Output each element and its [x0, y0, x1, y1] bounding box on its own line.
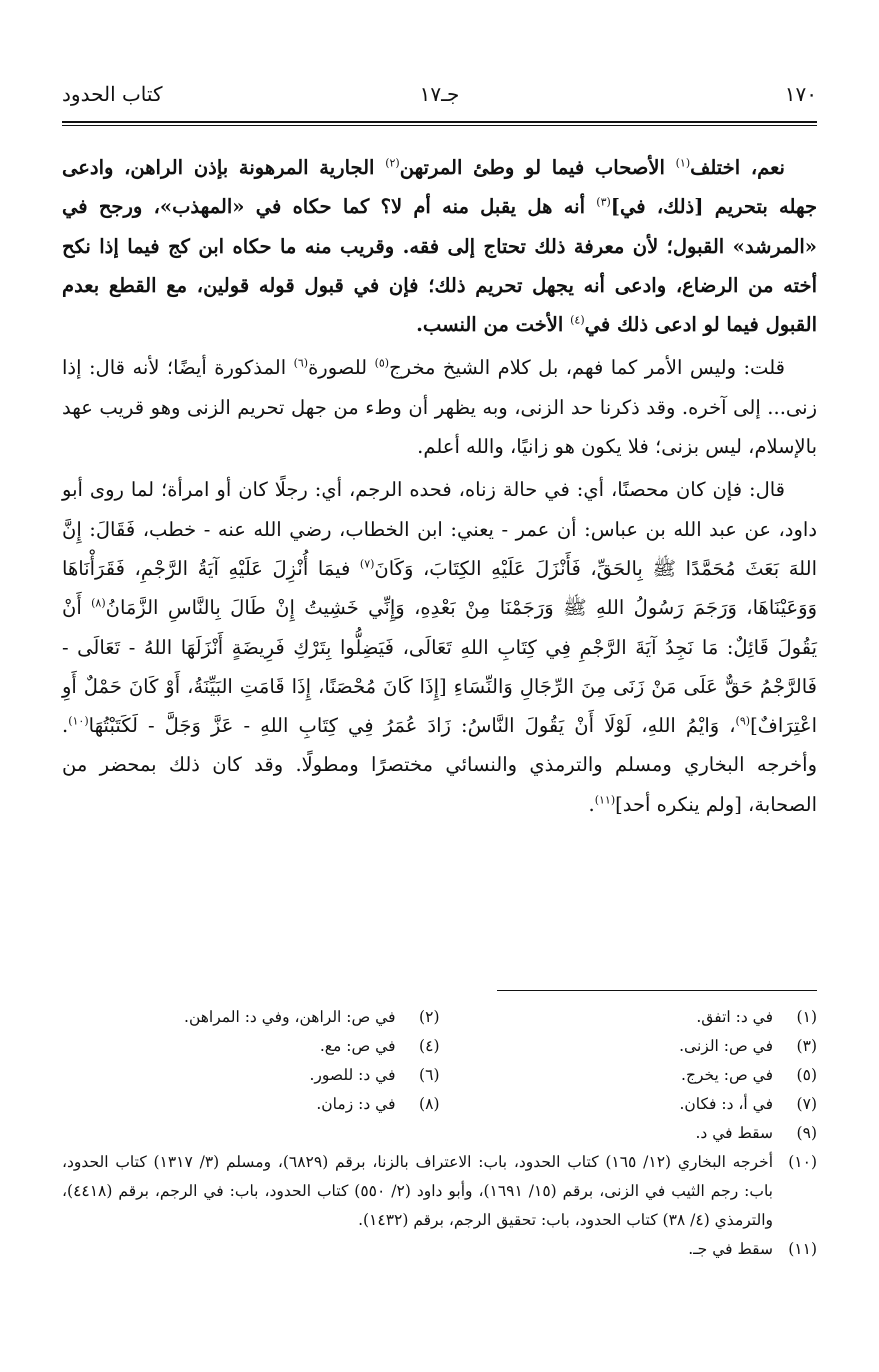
text-span: المذكورة أيضًا؛ لأنه قال: إذا زنى... إلى آخره. وقد ذكرنا حد الزنى، وبه يظهر أن وطء من جهل تحريم الزنى وهو قريب عهد بالإسلام، ليس بزنى؛ فلا يكون هو زانيًا، والله أعلم.	[62, 356, 817, 459]
footnote-ref: (٦)	[293, 356, 309, 370]
footnote-ref: (١٠)	[68, 714, 89, 728]
footnote-number: (٧)	[796, 1095, 817, 1113]
paragraph	[62, 148, 817, 344]
footnote-text: أخرجه البخاري (١٢/ ١٦٥) كتاب الحدود، باب: الاعتراف بالزنا، برقم (٦٨٢٩)، ومسلم (٣/ ١٣١٧) كتاب الحدود، باب: رجم الثيب في الزنى، برقم (١٥/ ١٦٩١)، وأبو داود (٢/ ٥٥٠) كتاب الحدود، باب: في الرجم، برقم (٤٤١٨)، والترمذي (٤/ ٣٨) كتاب الحدود، باب: تحقيق الرجم، برقم (١٤٣٢).	[62, 1153, 773, 1229]
text-span: نعم، اختلف	[690, 156, 785, 179]
text-span: الأخت من النسب.	[416, 313, 571, 337]
text-span: . وأخرجه البخاري ومسلم والترمذي والنسائي مختصرًا ومطولًا. وقد كان ذلك بمحضر من الصحابة، [ولم ينكره أحد]	[62, 714, 817, 816]
text-span: ، وَايْمُ اللهِ، لَوْلَا أَنْ يَقُولَ النَّاسُ: زَادَ عُمَرُ فِي كِتَابِ اللهِ - عَزَّ وَجَلَّ - لَكَتَبْتُهَا	[88, 714, 736, 738]
text-span: .	[588, 792, 595, 816]
footnote-separator	[497, 990, 817, 991]
footnote-number: (٤)	[419, 1037, 440, 1055]
footnote-number: (١٠)	[788, 1153, 817, 1171]
text-span: الجارية المرهونة بإذن الراهن، وادعى جهله بتحريم [ذلك، في]	[62, 156, 818, 219]
text-span: فيمَا أُنْزِلَ عَلَيْهِ آيَةُ الرَّجْمِ، فَقَرَأْنَاهَا وَوَعَيْنَاهَا، وَرَجَمَ رَسُولُ اللهِ ﷺ وَرَجَمْنَا مِنْ بَعْدِهِ، وَإِنِّي خَشِيتُ إِنْ طَالَ بِالنَّاسِ الزَّمَانُ	[62, 556, 817, 620]
footnote-item	[62, 1003, 440, 1032]
footnote-text: في ص: يخرج.	[681, 1066, 773, 1084]
footnotes	[62, 1003, 817, 1264]
text-span: قال: فإن كان محصنًا، أي: في حالة زناه، فحده الرجم، أي: رجلًا كان أو امرأة؛ لما روى أبو داود، عن عبد الله بن عباس: أن عمر - يعني: ابن الخطاب، رضي الله عنه - خطب، فَقَالَ: إِنَّ اللهَ بَعَثَ مُحَمَّدًا ﷺ بِالحَقِّ، فَأَنْزَلَ عَلَيْهِ الكِتَابَ، وَكَانَ	[62, 478, 817, 580]
footnote-row	[62, 1032, 817, 1061]
footnote-row	[62, 1090, 817, 1119]
footnote-text: في د: للصور.	[309, 1066, 396, 1084]
footnote-item	[62, 1148, 817, 1235]
page-number: ١٧٠	[784, 82, 817, 106]
footnote-ref: (٢)	[385, 156, 400, 170]
footnote-number: (٣)	[796, 1037, 817, 1055]
text-span: الأصحاب فيما لو وطئ المرتهن	[399, 156, 676, 179]
footnote-number: (١)	[796, 1008, 817, 1026]
footnote-ref: (٨)	[91, 596, 106, 610]
footnote-number: (٩)	[796, 1124, 817, 1142]
footnote-text: في ص: الراهن، وفي د: المراهن.	[184, 1008, 396, 1026]
book-title: كتاب الحدود	[62, 82, 163, 106]
volume-label: جـ١٧	[419, 82, 460, 106]
footnote-item	[62, 1119, 817, 1148]
footnote-number: (٢)	[419, 1008, 440, 1026]
footnote-text: في ص: الزنى.	[679, 1037, 773, 1055]
footnote-item	[440, 1061, 818, 1090]
footnote-item	[62, 1090, 440, 1119]
main-text	[62, 148, 817, 828]
footnote-text: في ص: مع.	[319, 1037, 396, 1055]
paragraph	[62, 470, 817, 824]
footnote-row	[62, 1003, 817, 1032]
paragraph	[62, 348, 817, 466]
footnote-ref: (٥)	[374, 356, 390, 370]
footnote-ref: (٩)	[735, 714, 751, 728]
footnote-text: في أ، د: فكان.	[679, 1095, 773, 1113]
running-header	[62, 82, 817, 112]
footnote-ref: (٣)	[596, 195, 611, 209]
header-rule	[62, 121, 817, 123]
text-span: للصورة	[308, 356, 375, 380]
footnote-number: (١١)	[788, 1240, 817, 1258]
footnote-number: (٨)	[419, 1095, 440, 1113]
text-span: قلت: وليس الأمر كما فهم، بل كلام الشيخ مخرج	[389, 356, 785, 380]
footnote-item	[440, 1003, 818, 1032]
footnote-item	[440, 1090, 818, 1119]
footnote-ref: (٤)	[570, 313, 585, 327]
footnote-ref: (٧)	[359, 557, 375, 571]
footnote-row	[62, 1061, 817, 1090]
text-span: أنه هل يقبل منه أم لا؟ كما حكاه في «المهذب»، ورجح في «المرشد» القبول؛ لأن معرفة ذلك تحتاج إلى فقه. وقريب منه ما حكاه ابن كج فيما إذا نكح أخته من الرضاع، وادعى أنه يجهل تحريم ذلك؛ فإن في قبول قوله قولين، مع القطع بعدم القبول فيما لو ادعى ذلك في	[62, 195, 817, 337]
footnote-text: في د: اتفق.	[696, 1008, 773, 1026]
footnote-ref: (١)	[675, 156, 691, 170]
footnote-number: (٦)	[419, 1066, 440, 1084]
footnote-text: في د: زمان.	[316, 1095, 396, 1113]
footnote-number: (٥)	[796, 1066, 817, 1084]
footnote-item	[62, 1061, 440, 1090]
footnote-text: سقط في د.	[695, 1124, 773, 1142]
header-rule-thin	[62, 125, 817, 126]
footnote-item	[440, 1032, 818, 1061]
footnote-ref: (١١)	[594, 793, 616, 807]
text-span: أَنْ يَقُولَ قَائِلٌ: مَا نَجِدُ آيَةَ الرَّجْمِ فِي كِتَابِ اللهِ تَعَالَى، فَيَضِلُّوا بِتَرْكِ فَرِيضَةٍ أَنْزَلَهَا اللهُ - تَعَالَى - فَالرَّجْمُ حَقٌّ عَلَى مَنْ زَنَى مِنَ الرِّجَالِ وَالنِّسَاءِ [إِذَا كَانَ مُحْصَنًا، إِذَا قَامَتِ البَيِّنَةُ، أَوْ كَانَ حَمْلٌ أَوِ اعْتِرَافٌ]	[62, 596, 817, 738]
footnote-text: سقط في جـ.	[688, 1240, 773, 1258]
footnote-item	[62, 1235, 817, 1264]
footnote-item	[62, 1032, 440, 1061]
